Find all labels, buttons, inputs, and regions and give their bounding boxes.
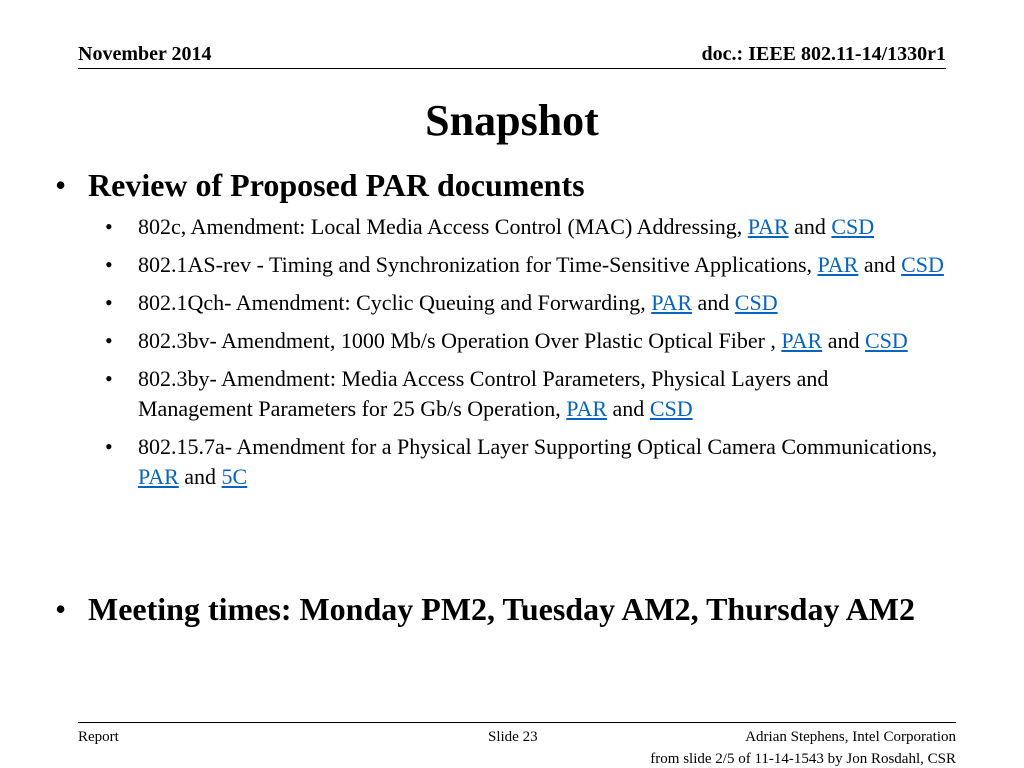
slide-number: Slide 23 <box>488 729 538 745</box>
footer-report: Report <box>78 729 119 745</box>
item-sep: and <box>692 290 735 315</box>
header-divider <box>78 68 946 69</box>
bullet-glyph: • <box>105 252 113 277</box>
par-link[interactable]: PAR <box>781 328 823 353</box>
item-text: 802.1Qch- Amendment: Cyclic Queuing and Forwarding, <box>138 290 652 315</box>
bullet-glyph: • <box>55 167 67 203</box>
list-item-802-3bv <box>105 326 948 356</box>
list-item-802-1qch <box>105 288 948 318</box>
csd-link[interactable]: CSD <box>831 214 875 239</box>
par-link[interactable]: PAR <box>817 252 859 277</box>
par-link[interactable]: PAR <box>566 396 608 421</box>
item-sep: and <box>788 214 832 239</box>
bullet-meeting-text: Meeting times: Monday PM2, Tuesday AM2, Thursday AM2 <box>88 591 915 627</box>
bullet-glyph: • <box>105 434 113 459</box>
list-item-802c <box>105 212 948 242</box>
bullet-glyph: • <box>105 214 113 239</box>
csd-link[interactable]: CSD <box>734 290 778 315</box>
bullet-glyph: • <box>55 591 67 627</box>
footer-author: Adrian Stephens, Intel Corporation <box>745 729 956 745</box>
item-text: 802.3bv- Amendment, 1000 Mb/s Operation Over Plastic Optical Fiber , <box>138 328 782 353</box>
par-link[interactable]: PAR <box>651 290 693 315</box>
item-text: 802.1AS-rev - Timing and Synchronization for Time-Sensitive Applications, <box>138 252 818 277</box>
footer-divider <box>78 722 956 723</box>
item-sep: and <box>858 252 902 277</box>
list-item-802-1as-rev <box>105 250 948 280</box>
5c-link[interactable]: 5C <box>221 464 248 489</box>
par-link[interactable]: PAR <box>747 214 789 239</box>
bullet-glyph: • <box>105 328 113 353</box>
bullet-glyph: • <box>105 290 113 315</box>
list-item-802-15-7a <box>105 432 948 492</box>
par-document-list <box>105 212 948 500</box>
slide-title: Snapshot <box>425 96 599 145</box>
header-date: November 2014 <box>78 43 212 65</box>
item-text: 802c, Amendment: Local Media Access Control (MAC) Addressing, <box>138 214 748 239</box>
bullet-review-text: Review of Proposed PAR documents <box>88 167 585 203</box>
csd-link[interactable]: CSD <box>649 396 693 421</box>
item-sep: and <box>607 396 650 421</box>
footer-source-note: from slide 2/5 of 11-14-1543 by Jon Rosdahl, CSR <box>650 751 956 767</box>
par-link[interactable]: PAR <box>138 464 179 489</box>
item-text: 802.15.7a- Amendment for a Physical Layer Supporting Optical Camera Communications, <box>138 434 938 459</box>
item-sep: and <box>822 328 865 353</box>
bullet-glyph: • <box>105 366 113 391</box>
bullet-review-par <box>55 166 998 204</box>
header-doc-id: doc.: IEEE 802.11-14/1330r1 <box>701 43 946 65</box>
item-sep: and <box>178 464 222 489</box>
list-item-802-3by <box>105 364 948 424</box>
bullet-meeting-times <box>55 590 998 628</box>
csd-link[interactable]: CSD <box>901 252 944 277</box>
csd-link[interactable]: CSD <box>864 328 908 353</box>
item-text: 802.3by- Amendment: Media Access Control Parameters, Physical Layers and Management Parameters for 25 Gb/s Operation, <box>138 366 829 421</box>
